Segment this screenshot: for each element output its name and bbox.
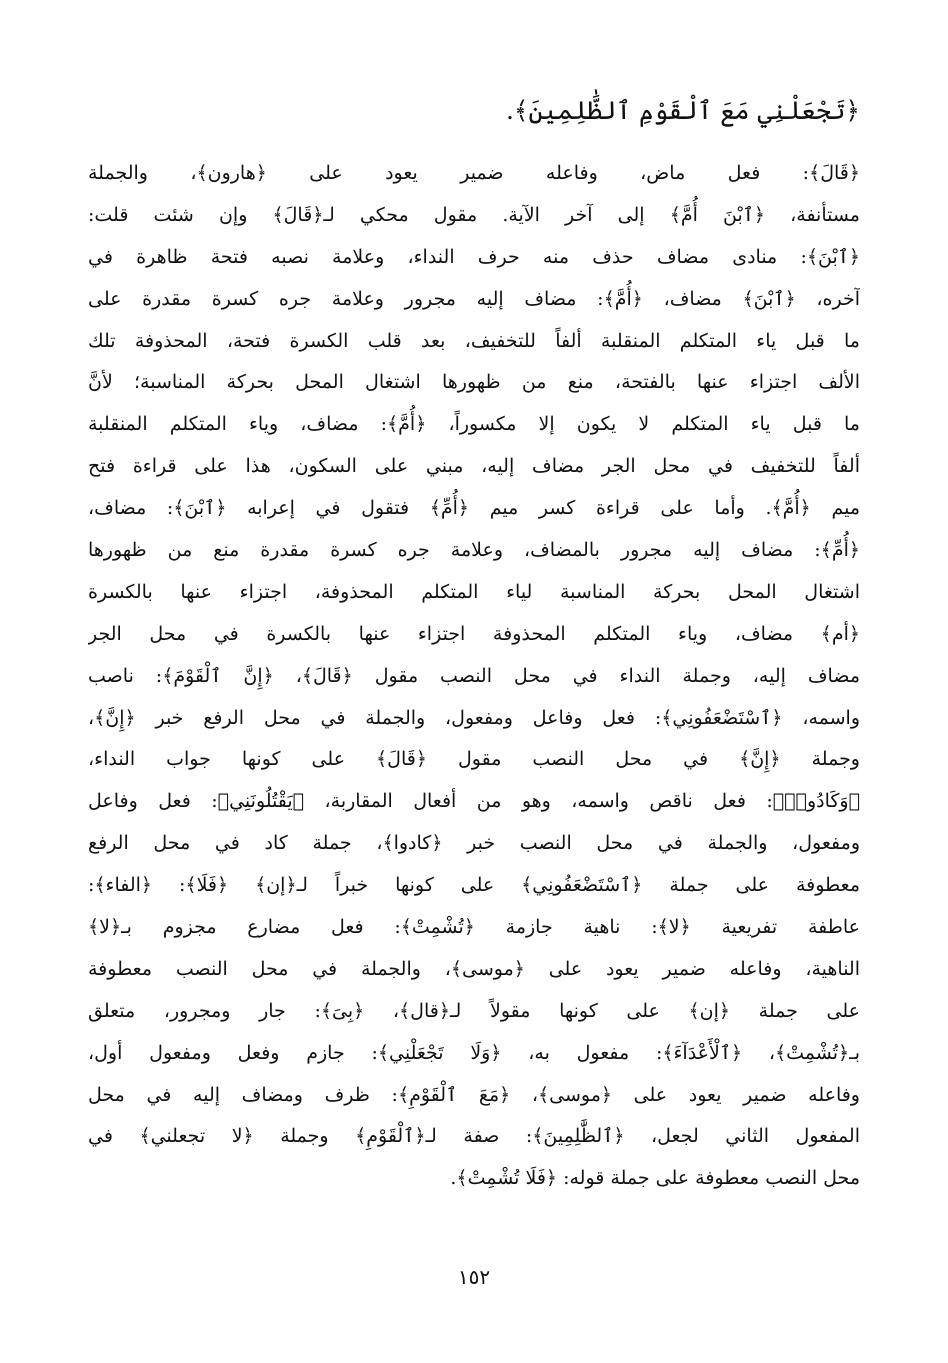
text-line: ومفعول، والجملة في محل النصب خبر ﴿كادوا﴾، جملة كاد في محل الرفع <box>88 832 860 855</box>
text-line: مستأنفة، ﴿ٱبْنَ أُمَّ﴾ إلى آخر الآية. مقول محكي لـ﴿قَالَ﴾ وإن شئت قلت: <box>88 203 860 226</box>
text-line: ﴿أُمِّ﴾: مضاف إليه مجرور بالمضاف، وعلامة جره كسرة مقدرة منع من ظهورها <box>88 539 860 562</box>
grammar-analysis-text <box>88 153 860 1200</box>
text-line: ما قبل ياء المتكلم المنقلبة ألفاً للتخفيف، بعد قلب الكسرة فتحة، المحذوفة تلك <box>88 329 860 352</box>
text-line: الناهية، وفاعله ضمير يعود على ﴿موسى﴾، والجملة في محل النصب معطوفة <box>88 957 860 980</box>
continued-verse-line: ﴿تَجْعَلْنِي مَعَ ٱلْقَوْمِ ٱلظَّٰلِمِينَ﴾. <box>505 96 860 125</box>
text-line: ميم ﴿أُمَّ﴾. وأما على قراءة كسر ميم ﴿أُمِّ﴾ فتقول في إعرابه ﴿ٱبْنَ﴾: مضاف، <box>88 497 860 520</box>
text-line: محل النصب معطوفة على جملة قوله: ﴿فَلَا تُشْمِتْ﴾. <box>450 1167 860 1190</box>
text-line: ﴿أم﴾ مضاف، وياء المتكلم المحذوفة اجتزاء عنها بالكسرة في محل الجر <box>88 622 860 645</box>
text-line: اشتغال المحل بحركة المناسبة لياء المتكلم المحذوفة، اجتزاء عنها بالكسرة <box>88 580 860 603</box>
text-line: بـ﴿تُشْمِتْ﴾، ﴿ٱلْأَعْدَآءَ﴾: مفعول به، ﴿وَلَا تَجْعَلْنِي﴾: جازم وفعل ومفعول أول، <box>88 1041 860 1064</box>
text-line: المفعول الثاني لجعل، ﴿ٱلظَّٰلِمِينَ﴾: صفة لـ﴿ٱلْقَوْمِ﴾ وجملة ﴿لا تجعلني﴾ في <box>88 1125 860 1148</box>
text-line: واسمه، ﴿ٱسْتَضْعَفُونِي﴾: فعل وفاعل ومفعول، والجملة في محل الرفع خبر ﴿إِنَّ﴾، <box>88 706 860 729</box>
text-line: على جملة ﴿إن﴾ على كونها مقولاً لـ﴿قال﴾، ﴿بِىَ﴾: جار ومجرور، متعلق <box>88 999 860 1022</box>
text-line: الألف اجتزاء عنها بالفتحة، منع من ظهورها اشتغال المحل بحركة المناسبة؛ لأنَّ <box>88 371 860 394</box>
text-line: وفاعله ضمير يعود على ﴿موسى﴾، ﴿مَعَ ٱلْقَوْمِ﴾: ظرف ومضاف إليه في محل <box>88 1083 860 1106</box>
text-line: آخره، ﴿ٱبْنَ﴾ مضاف، ﴿أُمَّ﴾: مضاف إليه مجرور وعلامة جره كسرة مقدرة على <box>88 287 860 310</box>
text-line: ﴿ٱبْنَ﴾: منادى مضاف حذف منه حرف النداء، وعلامة نصبه فتحة ظاهرة في <box>88 245 860 268</box>
text-line: ﴿قَالَ﴾: فعل ماض، وفاعله ضمير يعود على ﴿هارون﴾، والجملة <box>88 162 860 184</box>
text-line: معطوفة على جملة ﴿ٱسْتَضْعَفُونِي﴾ على كونها خبراً لـ﴿إن﴾ ﴿فَلَا﴾: ﴿الفاء﴾: <box>88 874 860 897</box>
page-number: ١٥٢ <box>457 1265 491 1289</box>
text-line: ما قبل ياء المتكلم لا يكون إلا مكسوراً، ﴿أُمَّ﴾: مضاف، وياء المتكلم المنقلبة <box>88 413 860 436</box>
text-line: وجملة ﴿إِنَّ﴾ في محل النصب مقول ﴿قَالَ﴾ على كونها جواب النداء، <box>88 748 860 771</box>
text-line: مضاف إليه، وجملة النداء في محل النصب مقول ﴿قَالَ﴾، ﴿إِنَّ ٱلْقَوْمَ﴾: ناصب <box>88 664 860 687</box>
text-line: عاطفة تفريعية ﴿لا﴾: ناهية جازمة ﴿تُشْمِتْ﴾: فعل مضارع مجزوم بـ﴿لا﴾ <box>88 916 860 939</box>
text-line: ﴿وَكَادُوا۟﴾: فعل ناقص واسمه، وهو من أفعال المقاربة، ﴿يَقْتُلُونَنِي﴾: فعل وفاعل <box>88 790 860 813</box>
text-line: ألفاً للتخفيف في محل الجر مضاف إليه، مبني على السكون، هذا على قراءة فتح <box>88 455 860 478</box>
